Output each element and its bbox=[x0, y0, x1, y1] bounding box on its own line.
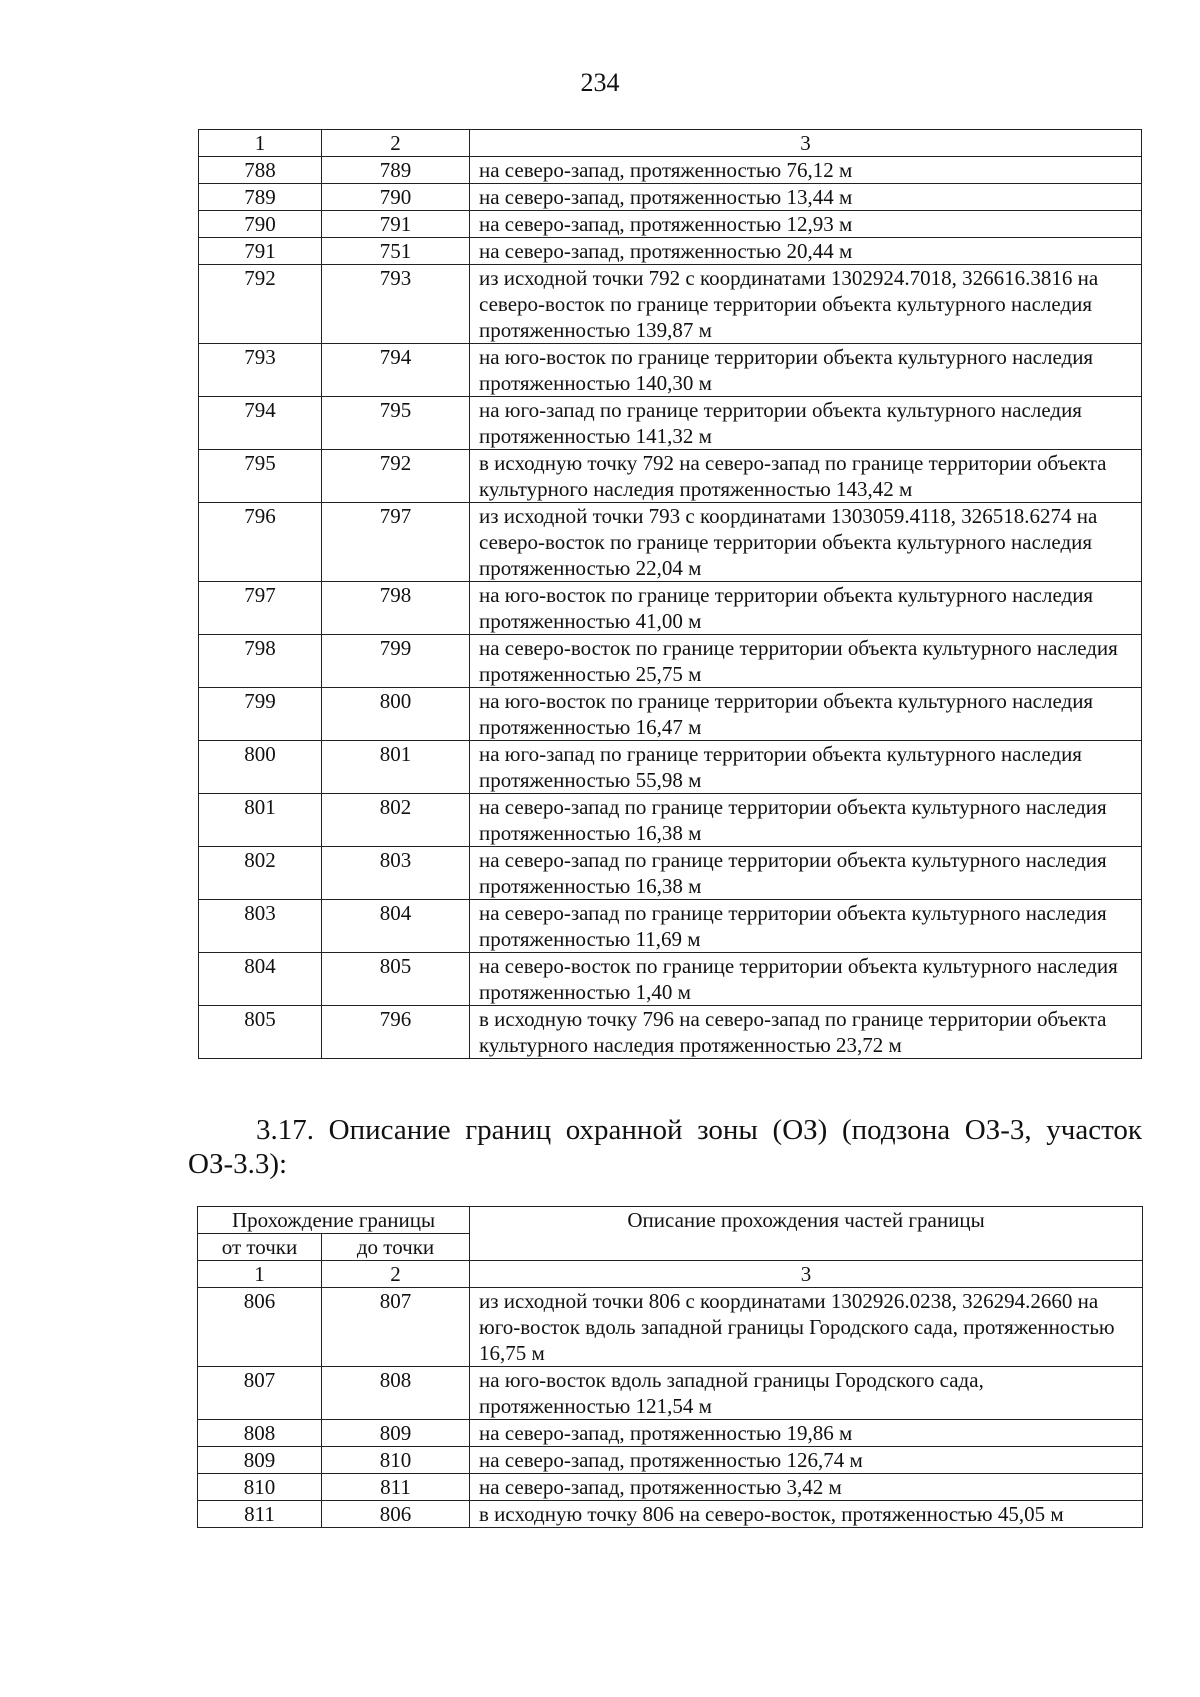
description-header: Описание прохождения частей границы bbox=[470, 1207, 1143, 1261]
from-point-header: от точки bbox=[198, 1234, 322, 1261]
table-row bbox=[199, 847, 1142, 900]
description-cell: на северо-запад, протяженностью 126,74 м bbox=[470, 1447, 1143, 1474]
description-cell: из исходной точки 793 с координатами 1303059.4118, 326518.6274 на северо-восток по границе территории объекта культурного наследия протяженностью 22,04 м bbox=[470, 503, 1142, 582]
to-point-cell: 810 bbox=[322, 1447, 470, 1474]
from-point-cell: 811 bbox=[198, 1501, 322, 1528]
table-row bbox=[199, 900, 1142, 953]
table-body bbox=[198, 1288, 1143, 1528]
from-point-cell: 791 bbox=[199, 238, 322, 265]
to-point-cell: 799 bbox=[322, 635, 470, 688]
table-row bbox=[199, 953, 1142, 1006]
table-row bbox=[199, 184, 1142, 211]
to-point-cell: 809 bbox=[322, 1420, 470, 1447]
to-point-cell: 806 bbox=[322, 1501, 470, 1528]
description-cell: на северо-запад, протяженностью 13,44 м bbox=[470, 184, 1142, 211]
from-point-cell: 795 bbox=[199, 450, 322, 503]
table-row bbox=[199, 344, 1142, 397]
to-point-cell: 796 bbox=[322, 1006, 470, 1059]
table-row bbox=[198, 1367, 1143, 1420]
description-cell: на северо-запад по границе территории объекта культурного наследия протяженностью 11,69 м bbox=[470, 900, 1142, 953]
boundary-table-continued bbox=[198, 129, 1142, 1059]
description-cell: на юго-запад по границе территории объекта культурного наследия протяженностью 141,32 м bbox=[470, 397, 1142, 450]
from-point-cell: 810 bbox=[198, 1474, 322, 1501]
from-point-cell: 809 bbox=[198, 1447, 322, 1474]
from-point-cell: 798 bbox=[199, 635, 322, 688]
from-point-cell: 805 bbox=[199, 1006, 322, 1059]
description-cell: в исходную точку 806 на северо-восток, протяженностью 45,05 м bbox=[470, 1501, 1143, 1528]
boundary-table-oz-3-3 bbox=[197, 1206, 1143, 1528]
page-number: 234 bbox=[580, 68, 620, 97]
from-point-cell: 789 bbox=[199, 184, 322, 211]
to-point-cell: 800 bbox=[322, 688, 470, 741]
from-point-cell: 799 bbox=[199, 688, 322, 741]
table-row bbox=[199, 265, 1142, 344]
table-row bbox=[199, 397, 1142, 450]
from-point-cell: 807 bbox=[198, 1367, 322, 1420]
from-point-cell: 802 bbox=[199, 847, 322, 900]
to-point-cell: 802 bbox=[322, 794, 470, 847]
from-point-cell: 788 bbox=[199, 157, 322, 184]
table-row bbox=[198, 1447, 1143, 1474]
header-row bbox=[198, 1207, 1143, 1234]
from-point-cell: 808 bbox=[198, 1420, 322, 1447]
table-body bbox=[199, 157, 1142, 1059]
to-point-cell: 805 bbox=[322, 953, 470, 1006]
table-row bbox=[199, 741, 1142, 794]
column-number: 3 bbox=[470, 1261, 1143, 1288]
column-number: 3 bbox=[470, 130, 1142, 157]
from-point-cell: 804 bbox=[199, 953, 322, 1006]
to-point-cell: 807 bbox=[322, 1288, 470, 1367]
table-row bbox=[199, 1006, 1142, 1059]
description-cell: на северо-запад по границе территории объекта культурного наследия протяженностью 16,38 м bbox=[470, 794, 1142, 847]
from-point-cell: 794 bbox=[199, 397, 322, 450]
from-point-cell: 792 bbox=[199, 265, 322, 344]
to-point-cell: 791 bbox=[322, 211, 470, 238]
to-point-cell: 795 bbox=[322, 397, 470, 450]
description-cell: на юго-восток по границе территории объекта культурного наследия протяженностью 16,47 м bbox=[470, 688, 1142, 741]
description-cell: на северо-запад, протяженностью 76,12 м bbox=[470, 157, 1142, 184]
table-row bbox=[199, 794, 1142, 847]
table-row bbox=[199, 157, 1142, 184]
table-row bbox=[199, 211, 1142, 238]
table-row bbox=[198, 1474, 1143, 1501]
to-point-cell: 751 bbox=[322, 238, 470, 265]
to-point-cell: 789 bbox=[322, 157, 470, 184]
to-point-cell: 803 bbox=[322, 847, 470, 900]
table-row bbox=[198, 1420, 1143, 1447]
table-row bbox=[198, 1501, 1143, 1528]
description-cell: на северо-запад, протяженностью 3,42 м bbox=[470, 1474, 1143, 1501]
to-point-cell: 798 bbox=[322, 582, 470, 635]
to-point-cell: 811 bbox=[322, 1474, 470, 1501]
description-cell: на северо-восток по границе территории объекта культурного наследия протяженностью 1,40 м bbox=[470, 953, 1142, 1006]
to-point-cell: 804 bbox=[322, 900, 470, 953]
to-point-header: до точки bbox=[322, 1234, 470, 1261]
table-row bbox=[199, 503, 1142, 582]
table-row bbox=[199, 238, 1142, 265]
to-point-cell: 790 bbox=[322, 184, 470, 211]
table-row bbox=[199, 582, 1142, 635]
description-cell: на северо-запад по границе территории объекта культурного наследия протяженностью 16,38 м bbox=[470, 847, 1142, 900]
table-row bbox=[199, 450, 1142, 503]
from-point-cell: 801 bbox=[199, 794, 322, 847]
description-cell: в исходную точку 796 на северо-запад по границе территории объекта культурного наследия протяженностью 23,72 м bbox=[470, 1006, 1142, 1059]
column-number-row bbox=[198, 1261, 1143, 1288]
column-number: 1 bbox=[198, 1261, 322, 1288]
to-point-cell: 794 bbox=[322, 344, 470, 397]
description-cell: на северо-запад, протяженностью 20,44 м bbox=[470, 238, 1142, 265]
from-point-cell: 793 bbox=[199, 344, 322, 397]
column-number: 1 bbox=[199, 130, 322, 157]
group-header: Прохождение границы bbox=[198, 1207, 470, 1234]
from-point-cell: 790 bbox=[199, 211, 322, 238]
table-row bbox=[199, 688, 1142, 741]
from-point-cell: 806 bbox=[198, 1288, 322, 1367]
description-cell: на северо-восток по границе территории объекта культурного наследия протяженностью 25,75 м bbox=[470, 635, 1142, 688]
to-point-cell: 801 bbox=[322, 741, 470, 794]
description-cell: в исходную точку 792 на северо-запад по границе территории объекта культурного наследия протяженностью 143,42 м bbox=[470, 450, 1142, 503]
description-cell: из исходной точки 806 с координатами 1302926.0238, 326294.2660 на юго-восток вдоль западной границы Городского сада, протяженностью 16,75 м bbox=[470, 1288, 1143, 1367]
description-cell: на северо-запад, протяженностью 12,93 м bbox=[470, 211, 1142, 238]
description-cell: на юго-восток по границе территории объекта культурного наследия протяженностью 140,30 м bbox=[470, 344, 1142, 397]
to-point-cell: 797 bbox=[322, 503, 470, 582]
from-point-cell: 796 bbox=[199, 503, 322, 582]
to-point-cell: 808 bbox=[322, 1367, 470, 1420]
column-number: 2 bbox=[322, 1261, 470, 1288]
from-point-cell: 800 bbox=[199, 741, 322, 794]
column-number: 2 bbox=[322, 130, 470, 157]
description-cell: на юго-восток вдоль западной границы Городского сада, протяженностью 121,54 м bbox=[470, 1367, 1143, 1420]
from-point-cell: 803 bbox=[199, 900, 322, 953]
to-point-cell: 792 bbox=[322, 450, 470, 503]
section-heading: 3.17. Описание границ охранной зоны (ОЗ) (подзона ОЗ-3, участок ОЗ-3.3): bbox=[188, 1114, 1142, 1180]
description-cell: на северо-запад, протяженностью 19,86 м bbox=[470, 1420, 1143, 1447]
description-cell: на юго-восток по границе территории объекта культурного наследия протяженностью 41,00 м bbox=[470, 582, 1142, 635]
description-cell: из исходной точки 792 с координатами 1302924.7018, 326616.3816 на северо-восток по границе территории объекта культурного наследия протяженностью 139,87 м bbox=[470, 265, 1142, 344]
column-number-row bbox=[199, 130, 1142, 157]
to-point-cell: 793 bbox=[322, 265, 470, 344]
from-point-cell: 797 bbox=[199, 582, 322, 635]
table-row bbox=[199, 635, 1142, 688]
table-row bbox=[198, 1288, 1143, 1367]
description-cell: на юго-запад по границе территории объекта культурного наследия протяженностью 55,98 м bbox=[470, 741, 1142, 794]
